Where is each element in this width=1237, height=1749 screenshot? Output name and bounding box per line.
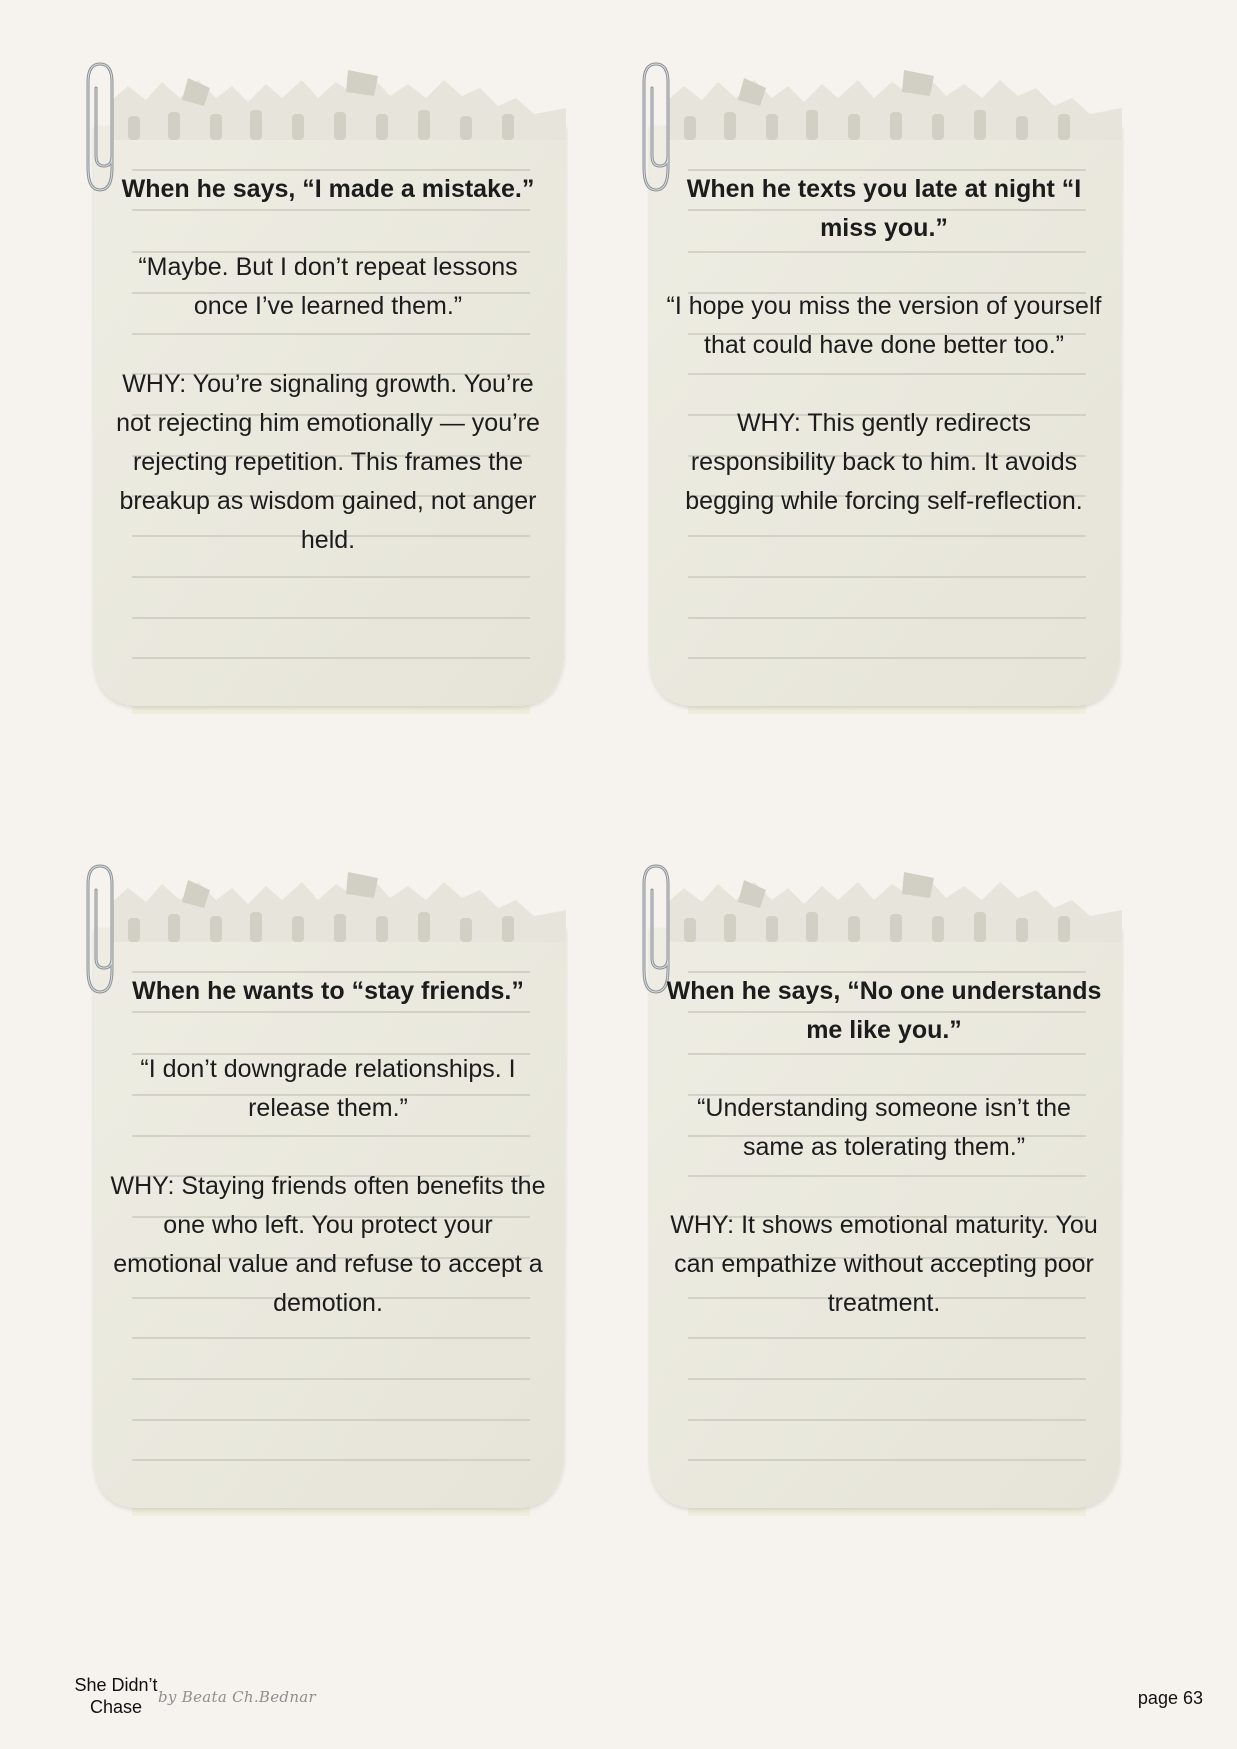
- book-title: She Didn’t Chase: [74, 1675, 158, 1717]
- note-title: When he wants to “stay friends.”: [132, 977, 524, 1005]
- author-signature: by Beata Ch.Bednar: [158, 1688, 317, 1706]
- note-title: When he says, “No one understands me like you.”: [666, 977, 1102, 1044]
- page-number: page 63: [1137, 1688, 1203, 1708]
- note-card: [644, 860, 1124, 1540]
- note-why: WHY: Staying friends often benefits the one who left. You protect your emotional value and refuse to accept a demotion.: [110, 1172, 546, 1317]
- note-title: When he says, “I made a mistake.”: [121, 175, 535, 203]
- note-why: WHY: This gently redirects responsibility back to him. It avoids begging while forcing self-reflection.: [685, 409, 1083, 515]
- note-content: [664, 170, 1104, 521]
- note-title: When he texts you late at night “I miss you.”: [686, 175, 1082, 242]
- note-card: [88, 860, 568, 1540]
- note-content: [664, 972, 1104, 1323]
- note-reply: “Maybe. But I don’t repeat lessons once I’ve learned them.”: [138, 253, 518, 320]
- note-reply: “Understanding someone isn’t the same as tolerating them.”: [697, 1094, 1071, 1161]
- note-card: [88, 58, 568, 738]
- note-reply: “I hope you miss the version of yourself that could have done better too.”: [666, 292, 1102, 359]
- note-content: [108, 170, 548, 560]
- note-reply: “I don’t downgrade relationships. I release them.”: [140, 1055, 516, 1122]
- note-why: WHY: It shows emotional maturity. You can empathize without accepting poor treatment.: [670, 1211, 1098, 1317]
- note-why: WHY: You’re signaling growth. You’re not rejecting him emotionally — you’re rejecting repetition. This frames the breakup as wisdom gained, not anger held.: [116, 370, 540, 554]
- note-content: [108, 972, 548, 1323]
- note-card: [644, 58, 1124, 738]
